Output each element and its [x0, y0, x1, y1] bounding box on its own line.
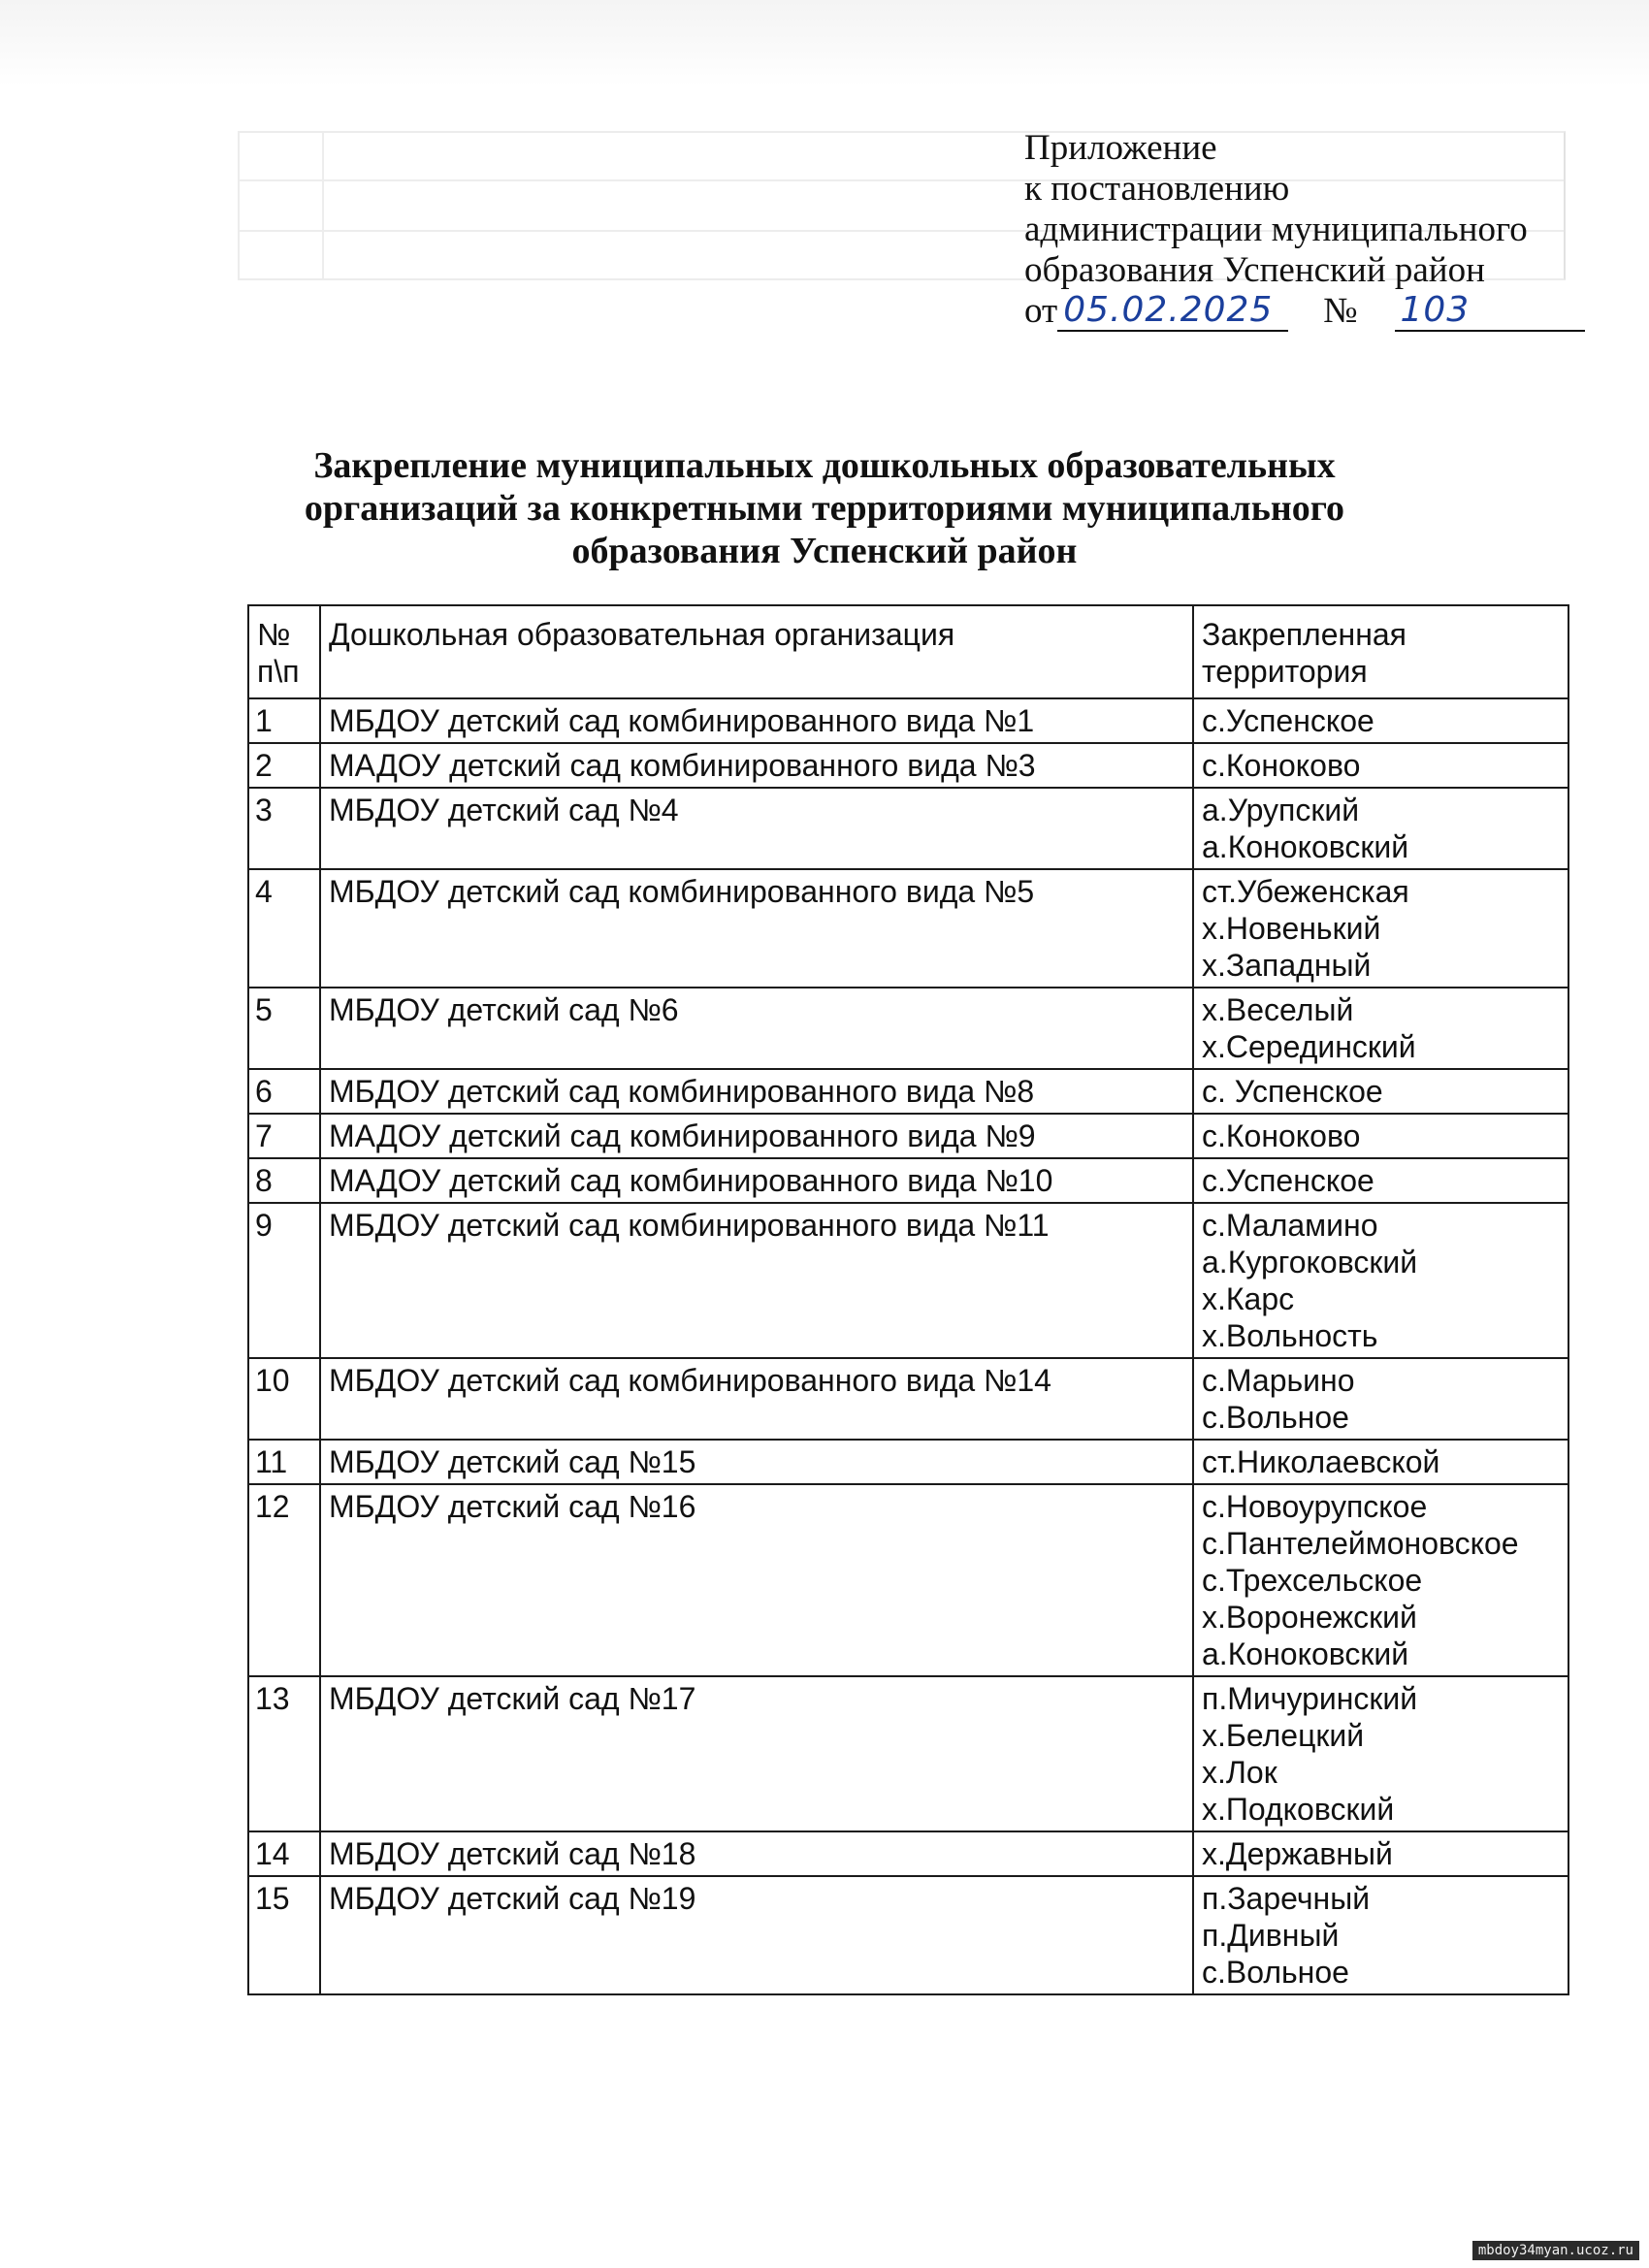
assigned-territory [1193, 743, 1568, 788]
territory-place: с.Коноково [1202, 1118, 1361, 1153]
organization-name: МБДОУ детский сад комбинированного вида №14 [320, 1358, 1193, 1440]
organization-name: МБДОУ детский сад №17 [320, 1676, 1193, 1831]
territory-place: с.Трехсельское [1202, 1563, 1423, 1598]
organization-name: МБДОУ детский сад №19 [320, 1876, 1193, 1994]
header-num-line: п\п [257, 654, 300, 689]
organization-name: МБДОУ детский сад комбинированного вида №8 [320, 1069, 1193, 1114]
assigned-territory [1193, 1114, 1568, 1158]
assigned-territory [1193, 1831, 1568, 1876]
appendix-line: образования Успенский район [1024, 250, 1485, 290]
organization-name: МБДОУ детский сад №15 [320, 1440, 1193, 1484]
table-row [248, 1676, 1568, 1831]
row-number: 9 [248, 1203, 320, 1358]
organization-name: МАДОУ детский сад комбинированного вида №9 [320, 1114, 1193, 1158]
table-row [248, 869, 1568, 988]
organization-name: МБДОУ детский сад №4 [320, 788, 1193, 869]
row-number: 15 [248, 1876, 320, 1994]
assigned-territory [1193, 1876, 1568, 1994]
row-number: 5 [248, 988, 320, 1069]
assigned-territory [1193, 1440, 1568, 1484]
row-number: 2 [248, 743, 320, 788]
header-num-text [257, 616, 311, 690]
territory-place: х.Державный [1202, 1836, 1393, 1871]
territory-place: х.Воронежский [1202, 1600, 1417, 1635]
appendix-header [1024, 128, 1587, 332]
territory-place: х.Карс [1202, 1281, 1295, 1316]
table-row [248, 1876, 1568, 1994]
row-number: 12 [248, 1484, 320, 1676]
number-sign: № [1323, 291, 1358, 331]
table-row [248, 1114, 1568, 1158]
decree-date: 05.02.2025 [1057, 291, 1288, 332]
organization-name: МАДОУ детский сад комбинированного вида №3 [320, 743, 1193, 788]
territory-place: х.Белецкий [1202, 1718, 1365, 1753]
row-number: 13 [248, 1676, 320, 1831]
assigned-territory [1193, 1069, 1568, 1114]
organization-name: МБДОУ детский сад №16 [320, 1484, 1193, 1676]
territory-place: ст.Николаевской [1202, 1444, 1440, 1479]
table-row [248, 698, 1568, 743]
territory-place: х.Подковский [1202, 1792, 1395, 1827]
table-row [248, 743, 1568, 788]
territory-place: а.Кургоковский [1202, 1245, 1418, 1280]
territory-place: х.Лок [1202, 1755, 1277, 1790]
territory-place: п.Дивный [1202, 1918, 1340, 1953]
source-watermark: mbdoy34myan.ucoz.ru [1472, 2241, 1639, 2260]
territory-place: п.Заречный [1202, 1881, 1371, 1916]
territory-place: а.Коноковский [1202, 1636, 1409, 1671]
from-label: от [1024, 291, 1058, 331]
row-number: 10 [248, 1358, 320, 1440]
territory-place: ст.Убеженская [1202, 874, 1409, 909]
table-header-row [248, 605, 1568, 698]
table-row [248, 788, 1568, 869]
organization-name: МБДОУ детский сад комбинированного вида №5 [320, 869, 1193, 988]
organization-name: МБДОУ детский сад комбинированного вида №11 [320, 1203, 1193, 1358]
header-territory: Закрепленная территория [1193, 605, 1568, 698]
territory-place: с.Пантелеймоновское [1202, 1526, 1519, 1561]
row-number: 7 [248, 1114, 320, 1158]
row-number: 3 [248, 788, 320, 869]
territory-place: с.Коноково [1202, 748, 1361, 783]
territory-place: а.Коноковский [1202, 829, 1409, 864]
territory-place: с.Успенское [1202, 703, 1374, 738]
header-num-line: № [257, 617, 291, 652]
table-row [248, 1484, 1568, 1676]
assigned-territory [1193, 698, 1568, 743]
row-number: 4 [248, 869, 320, 988]
appendix-line: к постановлению [1024, 169, 1290, 209]
assigned-territory [1193, 988, 1568, 1069]
assigned-territory [1193, 788, 1568, 869]
territory-place: х.Веселый [1202, 992, 1354, 1027]
territory-place: с.Новоурупское [1202, 1489, 1428, 1524]
row-number: 14 [248, 1831, 320, 1876]
appendix-line: Приложение [1024, 128, 1217, 168]
organization-name: МБДОУ детский сад комбинированного вида №1 [320, 698, 1193, 743]
row-number: 11 [248, 1440, 320, 1484]
table-row [248, 1158, 1568, 1203]
row-number: 1 [248, 698, 320, 743]
row-number: 8 [248, 1158, 320, 1203]
row-number: 6 [248, 1069, 320, 1114]
assigned-territory [1193, 1676, 1568, 1831]
territory-place: х.Серединский [1202, 1029, 1416, 1064]
table-row [248, 988, 1568, 1069]
territory-place: х.Новенький [1202, 911, 1381, 946]
decree-date-number-line [1024, 291, 1587, 332]
table-row [248, 1440, 1568, 1484]
scan-shadow [0, 0, 1649, 87]
title-line: Закрепление муниципальных дошкольных образовательных [313, 445, 1336, 486]
assigned-territory [1193, 1358, 1568, 1440]
territory-place: с.Вольное [1202, 1955, 1349, 1990]
assigned-territory [1193, 1203, 1568, 1358]
assigned-territory [1193, 1484, 1568, 1676]
table-row [248, 1831, 1568, 1876]
title-line: организаций за конкретными территориями муниципального [304, 488, 1345, 529]
territory-place: х.Вольность [1202, 1318, 1378, 1353]
table-row [248, 1069, 1568, 1114]
territory-place: п.Мичуринский [1202, 1681, 1418, 1716]
appendix-line: администрации муниципального [1024, 210, 1528, 249]
table-row [248, 1358, 1568, 1440]
assigned-territory [1193, 1158, 1568, 1203]
organization-name: МБДОУ детский сад №18 [320, 1831, 1193, 1876]
organization-name: МАДОУ детский сад комбинированного вида №10 [320, 1158, 1193, 1203]
territory-place: с. Успенское [1202, 1074, 1383, 1109]
header-num [248, 605, 320, 698]
assigned-territory [1193, 869, 1568, 988]
decree-number: 103 [1395, 291, 1585, 332]
territory-place: с.Вольное [1202, 1400, 1349, 1435]
territory-place: с.Успенское [1202, 1163, 1374, 1198]
header-org: Дошкольная образовательная организация [320, 605, 1193, 698]
document-title [242, 444, 1406, 572]
table-body [248, 698, 1568, 1994]
territory-place: х.Западный [1202, 948, 1372, 983]
territory-place: с.Марьино [1202, 1363, 1355, 1398]
table-row [248, 1203, 1568, 1358]
territory-place: с.Маламино [1202, 1208, 1378, 1243]
organization-name: МБДОУ детский сад №6 [320, 988, 1193, 1069]
territory-place: а.Урупский [1202, 793, 1360, 827]
assignment-table [247, 604, 1569, 1995]
title-line: образования Успенский район [571, 531, 1078, 571]
